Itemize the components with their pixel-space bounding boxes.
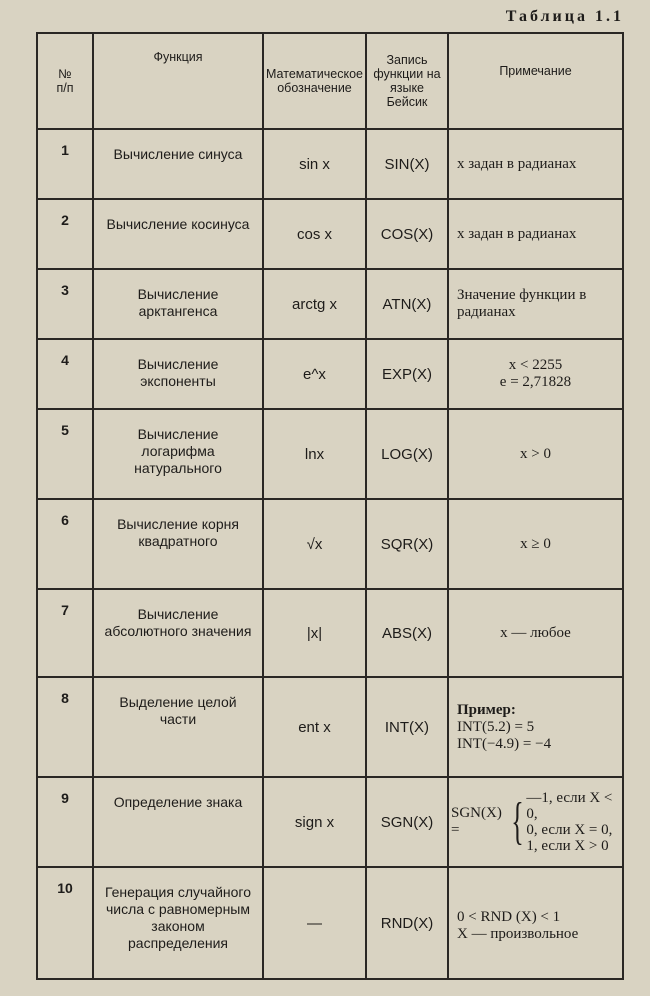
cases-list bbox=[526, 790, 620, 854]
row-math: arctg x bbox=[263, 269, 366, 339]
row-function: Вычисление синуса bbox=[93, 129, 263, 199]
note-line: e = 2,71828 bbox=[499, 374, 572, 390]
row-math: e^x bbox=[263, 339, 366, 409]
table-row bbox=[37, 677, 623, 777]
header-function: Функция bbox=[93, 33, 263, 129]
row-num: 10 bbox=[37, 867, 93, 979]
row-basic: LOG(X) bbox=[366, 409, 448, 499]
row-function: Вычисление корня квадратного bbox=[93, 499, 263, 589]
row-function: Определение знака bbox=[93, 777, 263, 867]
row-math: sign x bbox=[263, 777, 366, 867]
row-note: x — любое bbox=[448, 589, 623, 677]
note-line: INT(5.2) = 5 bbox=[456, 718, 535, 735]
table-row bbox=[37, 589, 623, 677]
row-note: x ≥ 0 bbox=[448, 499, 623, 589]
row-num: 3 bbox=[37, 269, 93, 339]
row-num: 9 bbox=[37, 777, 93, 867]
table-row bbox=[37, 777, 623, 867]
row-function: Вычисление абсолютного значения bbox=[93, 589, 263, 677]
table-row bbox=[37, 339, 623, 409]
row-note bbox=[448, 777, 623, 867]
note-line: x < 2255 bbox=[508, 357, 563, 373]
row-basic: SIN(X) bbox=[366, 129, 448, 199]
brace-icon: { bbox=[511, 793, 525, 850]
row-basic: SGN(X) bbox=[366, 777, 448, 867]
case-line: —1, если X < 0, bbox=[526, 790, 613, 822]
table-row bbox=[37, 129, 623, 199]
row-math: lnx bbox=[263, 409, 366, 499]
table-row bbox=[37, 269, 623, 339]
row-basic: ATN(X) bbox=[366, 269, 448, 339]
table-row bbox=[37, 199, 623, 269]
header-num: № п/п bbox=[37, 33, 93, 129]
row-num: 2 bbox=[37, 199, 93, 269]
row-math: sin x bbox=[263, 129, 366, 199]
row-math: √x bbox=[263, 499, 366, 589]
row-basic: COS(X) bbox=[366, 199, 448, 269]
row-num: 6 bbox=[37, 499, 93, 589]
note-line: INT(−4.9) = −4 bbox=[456, 735, 552, 752]
row-basic: EXP(X) bbox=[366, 339, 448, 409]
row-num: 8 bbox=[37, 677, 93, 777]
header-row bbox=[37, 33, 623, 129]
row-function: Вычисление косинуса bbox=[93, 199, 263, 269]
row-function: Выделение целой части bbox=[93, 677, 263, 777]
row-math: cos x bbox=[263, 199, 366, 269]
row-basic: INT(X) bbox=[366, 677, 448, 777]
row-note: x задан в радианах bbox=[448, 129, 623, 199]
table-row bbox=[37, 867, 623, 979]
row-math: |x| bbox=[263, 589, 366, 677]
row-function: Вычисление экспоненты bbox=[93, 339, 263, 409]
functions-table bbox=[36, 32, 624, 980]
note-title: Пример: bbox=[456, 701, 516, 718]
row-note bbox=[448, 677, 623, 777]
case-line: 0, если X = 0, bbox=[526, 822, 613, 838]
row-num: 4 bbox=[37, 339, 93, 409]
row-math: ent x bbox=[263, 677, 366, 777]
table-row bbox=[37, 499, 623, 589]
case-line: 1, если X > 0 bbox=[526, 838, 609, 854]
row-note: x задан в радианах bbox=[448, 199, 623, 269]
table-caption: Таблица 1.1 bbox=[505, 8, 624, 25]
header-note: Примечание bbox=[448, 33, 623, 129]
header-math: Математическое обозначение bbox=[263, 33, 366, 129]
row-function: Генерация случайного числа с равномерным законом распределения bbox=[93, 867, 263, 979]
row-note bbox=[448, 339, 623, 409]
sgn-prefix: SGN(X) = bbox=[450, 805, 502, 838]
row-num: 1 bbox=[37, 129, 93, 199]
row-basic: SQR(X) bbox=[366, 499, 448, 589]
row-num: 7 bbox=[37, 589, 93, 677]
sgn-cases bbox=[451, 790, 620, 854]
header-basic: Запись функции на языке Бейсик bbox=[366, 33, 448, 129]
row-note: Значение функции в радианах bbox=[448, 269, 623, 339]
row-note: x > 0 bbox=[448, 409, 623, 499]
row-function: Вычисление арктангенса bbox=[93, 269, 263, 339]
note-line: X — произвольное bbox=[456, 926, 579, 942]
row-math: — bbox=[263, 867, 366, 979]
row-function: Вычисление логарифма натурального bbox=[93, 409, 263, 499]
row-basic: ABS(X) bbox=[366, 589, 448, 677]
row-basic: RND(X) bbox=[366, 867, 448, 979]
row-note bbox=[448, 867, 623, 979]
table-row bbox=[37, 409, 623, 499]
note-line: 0 < RND (X) < 1 bbox=[456, 909, 561, 925]
row-num: 5 bbox=[37, 409, 93, 499]
